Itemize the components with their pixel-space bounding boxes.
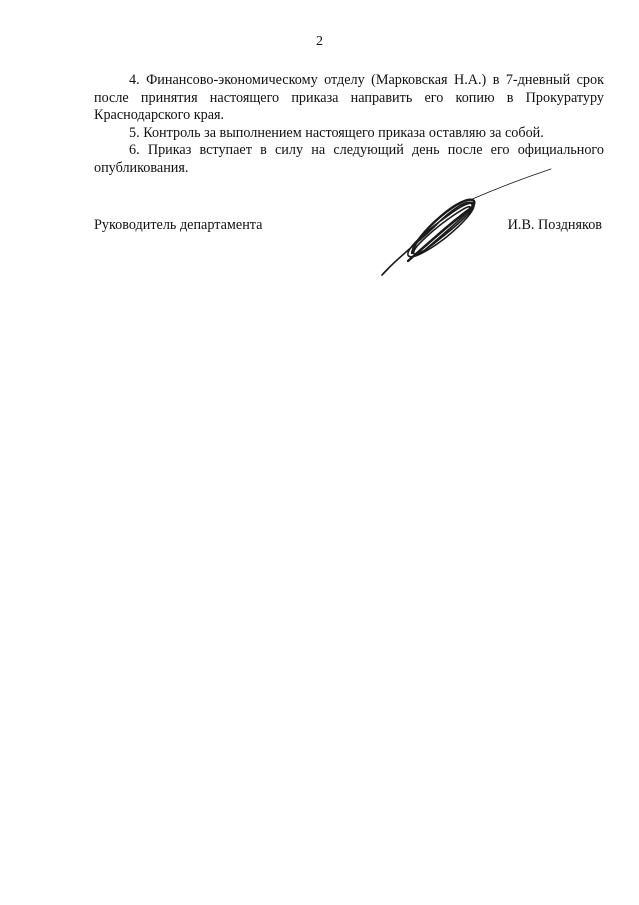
paragraph-item-6: 6. Приказ вступает в силу на следующий день после его официального опубликования. [94,142,604,176]
signer-name: И.В. Поздняков [507,217,602,233]
signature-block [94,216,602,236]
document-body [94,72,604,177]
page-number: 2 [316,34,323,49]
signer-title: Руководитель департамента [94,217,263,233]
paragraph-item-5: 5. Контроль за выполнением настоящего приказа оставляю за собой. [129,124,544,141]
paragraph-item-4: 4. Финансово-экономическому отделу (Марковская Н.А.) в 7-дневный срок после принятия настоящего приказа направить его копию в Прокуратуру Краснодарского края. [94,72,604,123]
